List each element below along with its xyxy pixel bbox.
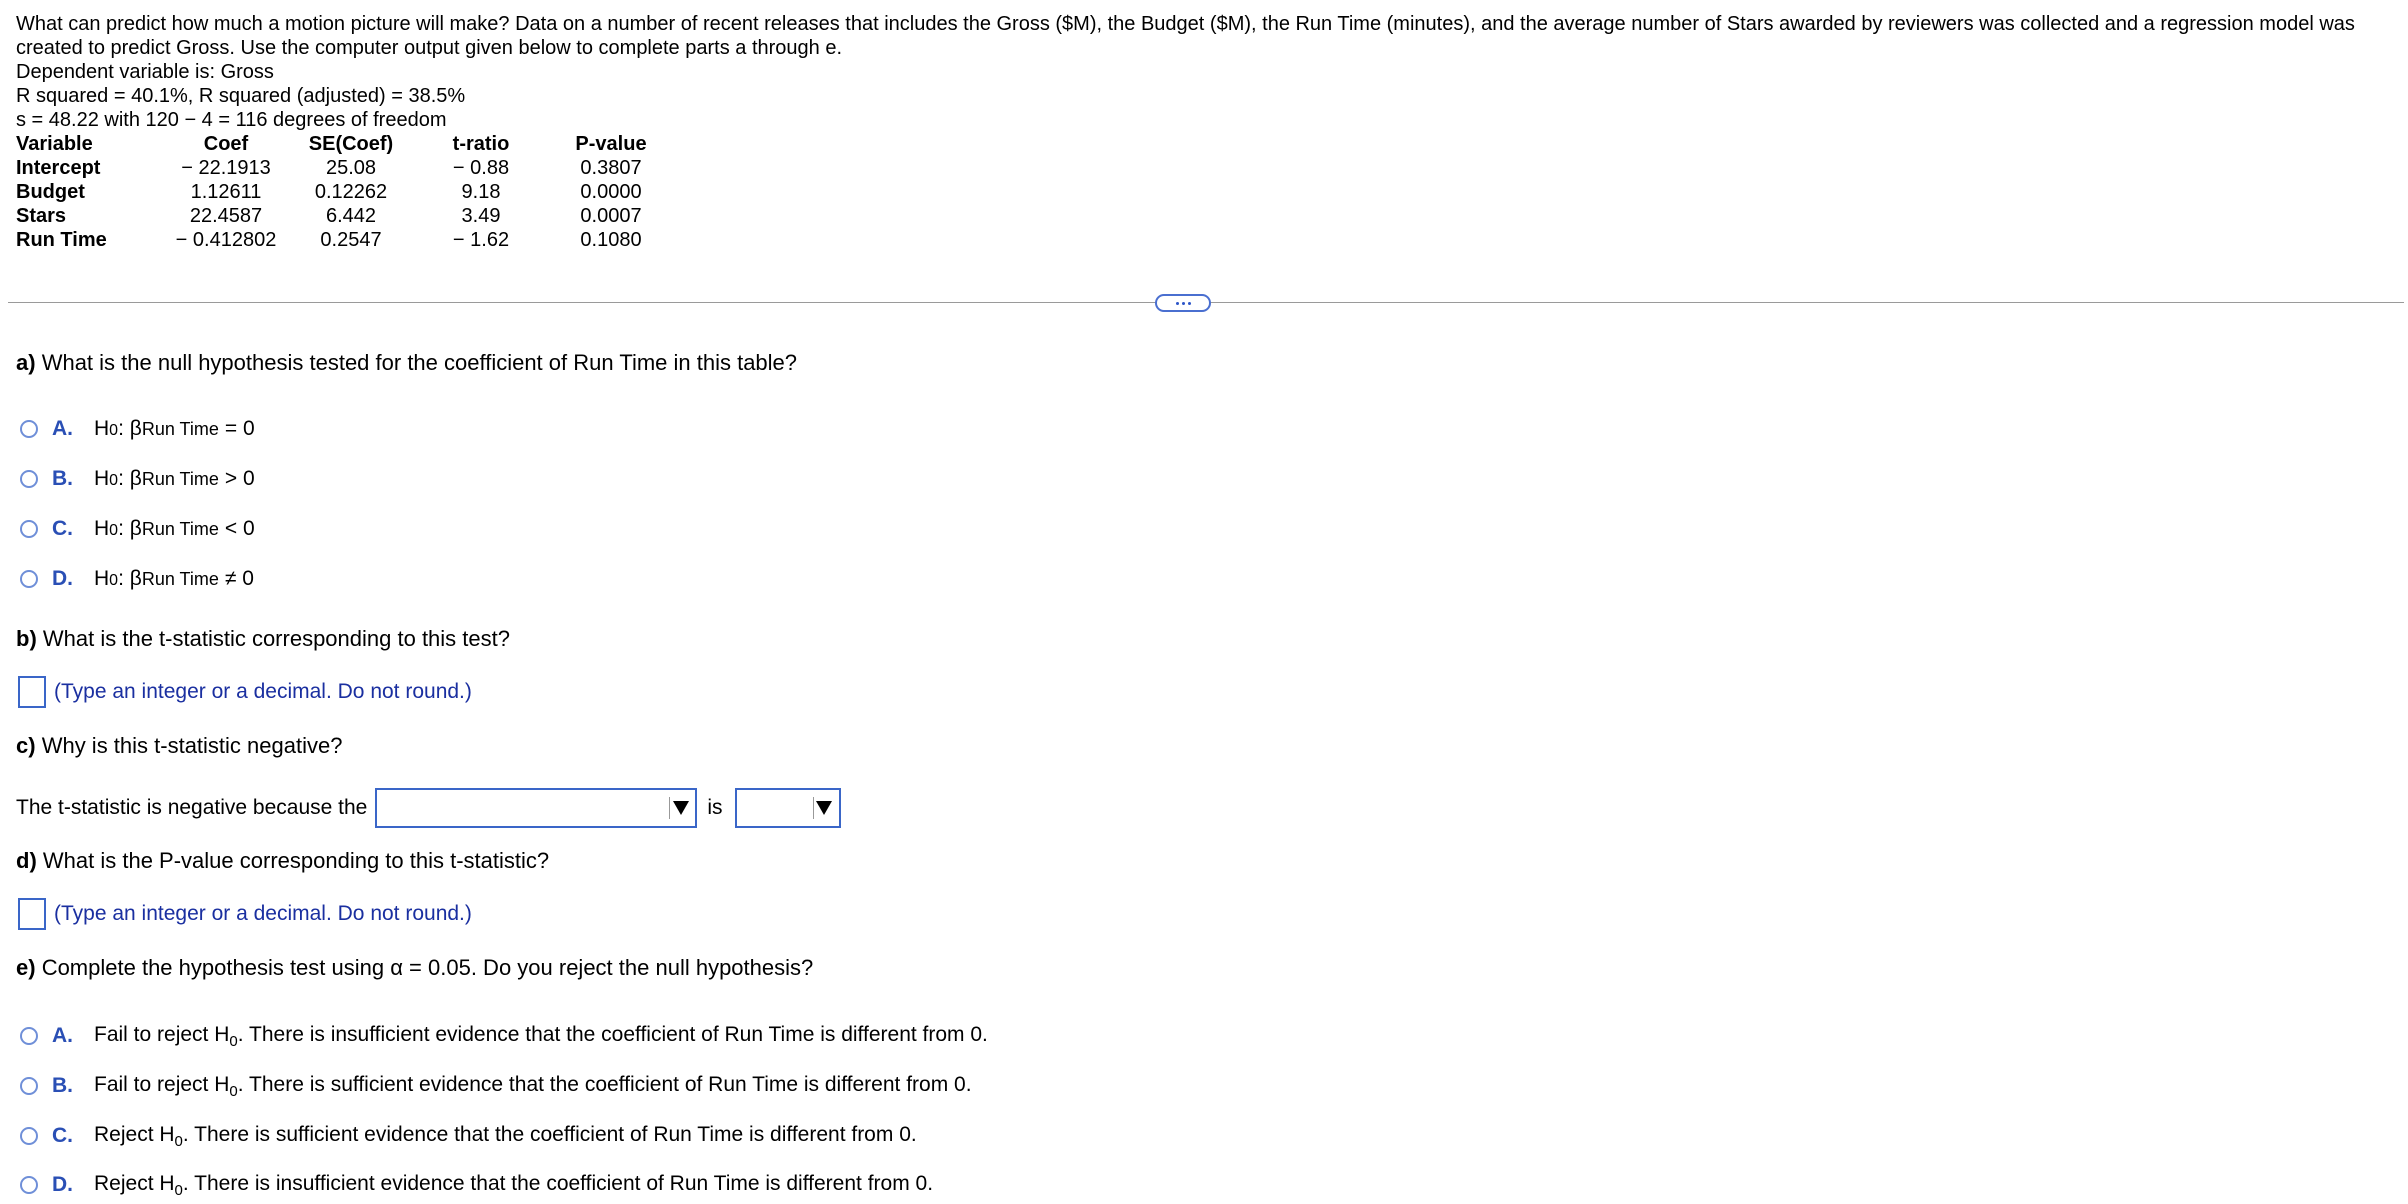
part-a-question <box>16 350 797 376</box>
radio-button[interactable] <box>20 420 38 438</box>
h-symbol: H <box>94 567 110 590</box>
option-text <box>94 1172 933 1199</box>
s-line: s = 48.22 with 120 − 4 = 116 degrees of freedom <box>16 109 447 131</box>
option-post: . There is insufficient evidence that the coefficient of Run Time is different from 0. <box>237 1022 988 1046</box>
beta-symbol: : β <box>118 567 142 590</box>
part-a-option-b[interactable] <box>20 464 255 494</box>
table-cell: 0.0007 <box>580 205 642 227</box>
table-cell: − 0.88 <box>452 157 510 179</box>
table-header-row <box>16 132 676 156</box>
option-pre: Fail to reject H <box>94 1022 230 1046</box>
h-subscript: 0 <box>109 522 119 539</box>
sign-dropdown[interactable] <box>735 788 841 828</box>
hypothesis-expression <box>94 567 254 591</box>
part-c-sentence <box>16 788 841 828</box>
option-letter: C. <box>52 517 73 540</box>
part-b-question <box>16 626 510 652</box>
option-text <box>94 1023 988 1050</box>
sentence-start: The t-statistic is negative because the <box>16 796 368 819</box>
table-cell: 0.2547 <box>320 229 382 251</box>
relation: < 0 <box>224 517 255 540</box>
part-c-text: Why is this t-statistic negative? <box>41 733 343 758</box>
table-header: Variable <box>16 133 93 155</box>
part-e-option-d[interactable] <box>20 1170 933 1200</box>
part-d-question <box>16 848 549 874</box>
h-subscript: 0 <box>109 572 119 589</box>
part-a-text: What is the null hypothesis tested for the coefficient of Run Time in this table? <box>41 350 798 375</box>
beta-symbol: : β <box>118 417 142 440</box>
triangle-down-icon[interactable] <box>669 797 691 819</box>
t-statistic-input[interactable] <box>18 676 46 708</box>
hypothesis-expression <box>94 417 255 441</box>
table-cell: − 0.412802 <box>175 229 277 251</box>
table-cell: 25.08 <box>325 157 377 179</box>
radio-button[interactable] <box>20 1027 38 1045</box>
radio-button[interactable] <box>20 570 38 588</box>
table-cell: 9.18 <box>461 181 501 203</box>
part-b-text: What is the t-statistic corresponding to this test? <box>42 626 510 651</box>
table-cell: 6.442 <box>325 205 377 227</box>
relation: = 0 <box>224 417 255 440</box>
table-cell: Run Time <box>16 229 107 251</box>
radio-button[interactable] <box>20 1077 38 1095</box>
part-e-option-c[interactable] <box>20 1121 917 1151</box>
table-row <box>16 204 676 228</box>
radio-button[interactable] <box>20 520 38 538</box>
beta-symbol: : β <box>118 467 142 490</box>
p-value-input[interactable] <box>18 898 46 930</box>
option-letter: D. <box>52 1173 73 1196</box>
table-cell: 0.3807 <box>580 157 642 179</box>
table-cell: 22.4587 <box>189 205 263 227</box>
radio-button[interactable] <box>20 470 38 488</box>
part-b-hint: (Type an integer or a decimal. Do not round.) <box>54 680 472 703</box>
option-letter: A. <box>52 1024 73 1047</box>
option-pre: Reject H <box>94 1171 175 1195</box>
table-header: Coef <box>203 133 249 155</box>
part-a-option-c[interactable] <box>20 514 255 544</box>
part-e-question <box>16 955 813 981</box>
h-subscript: 0 <box>109 472 119 489</box>
h-symbol: H <box>94 417 110 440</box>
option-letter: D. <box>52 567 73 590</box>
table-cell: Intercept <box>16 157 101 179</box>
hypothesis-expression <box>94 467 255 491</box>
option-text <box>94 1073 972 1100</box>
option-pre: Reject H <box>94 1122 175 1146</box>
h-subscript: 0 <box>229 1032 238 1050</box>
beta-subscript: Run Time <box>141 569 219 589</box>
option-letter: B. <box>52 467 73 490</box>
part-b-label: b) <box>16 626 37 651</box>
option-text <box>94 1123 917 1150</box>
option-letter: A. <box>52 417 73 440</box>
part-e-option-b[interactable] <box>20 1071 972 1101</box>
hypothesis-expression <box>94 517 255 541</box>
h-symbol: H <box>94 517 110 540</box>
reason-dropdown[interactable] <box>375 788 697 828</box>
part-e-label: e) <box>16 955 36 980</box>
problem-stem <box>16 12 2386 252</box>
table-cell: Stars <box>16 205 67 227</box>
option-pre: Fail to reject H <box>94 1072 230 1096</box>
table-header: P-value <box>575 133 647 155</box>
table-cell: − 22.1913 <box>181 157 271 179</box>
option-post: . There is insufficient evidence that the coefficient of Run Time is different from 0. <box>182 1171 934 1195</box>
regression-table <box>16 132 676 252</box>
h-symbol: H <box>94 467 110 490</box>
beta-subscript: Run Time <box>141 419 219 439</box>
triangle-down-icon[interactable] <box>813 797 835 819</box>
r-squared-line: R squared = 40.1%, R squared (adjusted) = 38.5% <box>16 85 466 107</box>
part-b-answer-row <box>18 676 472 708</box>
part-a-option-a[interactable] <box>20 414 255 444</box>
dependent-variable: Dependent variable is: Gross <box>16 61 274 83</box>
radio-button[interactable] <box>20 1127 38 1145</box>
h-subscript: 0 <box>174 1132 183 1150</box>
part-e-text: Complete the hypothesis test using α = 0.05. Do you reject the null hypothesis? <box>41 955 814 980</box>
table-row <box>16 180 676 204</box>
option-letter: B. <box>52 1074 73 1097</box>
beta-subscript: Run Time <box>141 519 219 539</box>
sentence-mid: is <box>707 796 723 819</box>
ellipsis-icon[interactable] <box>1155 294 1211 312</box>
relation: > 0 <box>224 467 255 490</box>
beta-subscript: Run Time <box>141 469 219 489</box>
h-subscript: 0 <box>109 422 119 439</box>
part-a-label: a) <box>16 350 36 375</box>
table-cell: − 1.62 <box>452 229 510 251</box>
radio-button[interactable] <box>20 1176 38 1194</box>
part-d-label: d) <box>16 848 37 873</box>
option-post: . There is sufficient evidence that the coefficient of Run Time is different from 0. <box>237 1072 972 1096</box>
table-cell: 0.0000 <box>580 181 642 203</box>
part-d-hint: (Type an integer or a decimal. Do not round.) <box>54 902 472 925</box>
h-subscript: 0 <box>174 1181 183 1199</box>
table-cell: 3.49 <box>461 205 501 227</box>
part-c-question <box>16 733 342 759</box>
table-header: t-ratio <box>452 133 510 155</box>
table-row <box>16 228 676 252</box>
part-d-answer-row <box>18 898 472 930</box>
part-d-text: What is the P-value corresponding to this t-statistic? <box>42 848 550 873</box>
option-post: . There is sufficient evidence that the coefficient of Run Time is different from 0. <box>182 1122 917 1146</box>
table-cell: 0.1080 <box>580 229 642 251</box>
option-letter: C. <box>52 1124 73 1147</box>
table-header: SE(Coef) <box>308 133 394 155</box>
table-cell: Budget <box>16 181 85 203</box>
table-cell: 0.12262 <box>314 181 388 203</box>
problem-intro: What can predict how much a motion picture will make? Data on a number of recent releases that includes the Gross ($M), the Budget ($M), the Run Time (minutes), and the average number of Stars awarded by reviewers was collected and a regression model was created to predict Gross. Use the computer output given below to complete parts a through e. <box>16 13 2355 59</box>
part-e-option-a[interactable] <box>20 1021 988 1051</box>
table-row <box>16 156 676 180</box>
part-c-label: c) <box>16 733 36 758</box>
table-cell: 1.12611 <box>190 181 262 203</box>
part-a-option-d[interactable] <box>20 564 254 594</box>
h-subscript: 0 <box>229 1082 238 1100</box>
beta-symbol: : β <box>118 517 142 540</box>
relation: ≠ 0 <box>224 567 254 590</box>
